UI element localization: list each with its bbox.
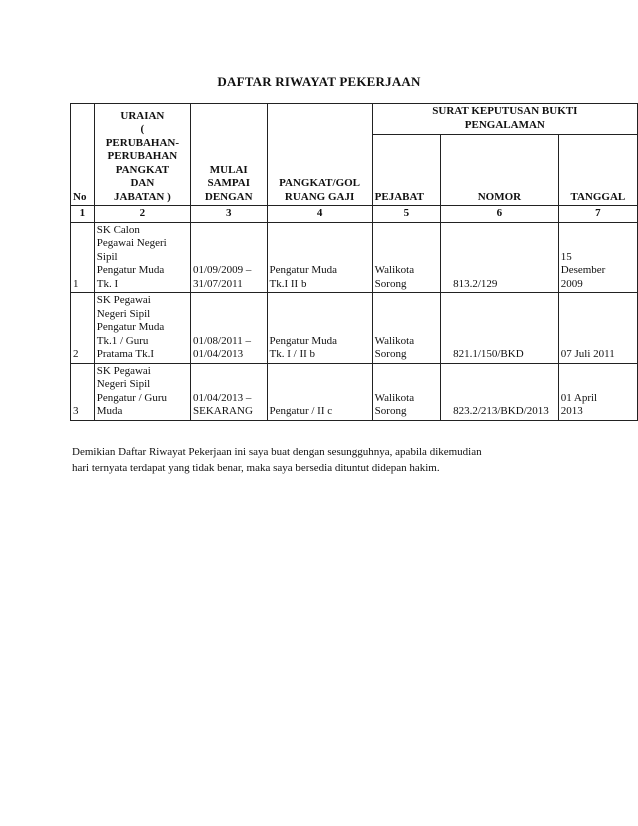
column-number: 2: [94, 206, 190, 223]
table-row: [71, 222, 638, 293]
row-mulai: 01/04/2013 – SEKARANG: [191, 363, 268, 420]
table-row: [71, 363, 638, 420]
row-uraian: SK Pegawai Negeri Sipil Pengatur / Guru Muda: [94, 363, 190, 420]
header-nomor: NOMOR: [441, 135, 559, 206]
row-mulai: 01/08/2011 – 01/04/2013: [191, 293, 268, 364]
row-pangkat: Pengatur Muda Tk. I / II b: [267, 293, 372, 364]
row-tanggal: 15 Desember 2009: [558, 222, 637, 293]
row-tanggal: 07 Juli 2011: [558, 293, 637, 364]
employment-history-table: [70, 103, 638, 421]
closing-statement-line: Demikian Daftar Riwayat Pekerjaan ini saya buat dengan sesungguhnya, apabila dikemudian: [72, 446, 482, 458]
row-nomor: 821.1/150/BKD: [441, 293, 559, 364]
closing-statement-line: hari ternyata terdapat yang tidak benar, maka saya bersedia dituntut didepan hakim.: [72, 462, 440, 474]
row-pangkat: Pengatur / II c: [267, 363, 372, 420]
row-uraian: SK Pegawai Negeri Sipil Pengatur Muda Tk.1 / Guru Pratama Tk.I: [94, 293, 190, 364]
row-uraian: SK Calon Pegawai Negeri Sipil Pengatur Muda Tk. I: [94, 222, 190, 293]
row-nomor: 823.2/213/BKD/2013: [441, 363, 559, 420]
row-no: 1: [71, 222, 95, 293]
column-number: 6: [441, 206, 559, 223]
header-row-1: [71, 104, 638, 135]
header-tanggal: TANGGAL: [558, 135, 637, 206]
row-pejabat: Walikota Sorong: [372, 222, 440, 293]
column-number: 4: [267, 206, 372, 223]
table-row: [71, 293, 638, 364]
row-no: 3: [71, 363, 95, 420]
column-number: 1: [71, 206, 95, 223]
row-nomor: 813.2/129: [441, 222, 559, 293]
header-no: No: [71, 104, 95, 206]
row-pangkat: Pengatur Muda Tk.I II b: [267, 222, 372, 293]
header-mulai: MULAI SAMPAI DENGAN: [191, 104, 268, 206]
header-pejabat: PEJABAT: [372, 135, 440, 206]
header-uraian: URAIAN ( PERUBAHAN- PERUBAHAN PANGKAT DAN JABATAN ): [94, 104, 190, 206]
header-pangkat: PANGKAT/GOL RUANG GAJI: [267, 104, 372, 206]
row-mulai: 01/09/2009 – 31/07/2011: [191, 222, 268, 293]
column-number: 7: [558, 206, 637, 223]
closing-statement: [72, 444, 542, 476]
row-pejabat: Walikota Sorong: [372, 293, 440, 364]
document-title: DAFTAR RIWAYAT PEKERJAAN: [217, 74, 421, 89]
header-sk-group: SURAT KEPUTUSAN BUKTI PENGALAMAN: [372, 104, 637, 135]
row-pejabat: Walikota Sorong: [372, 363, 440, 420]
column-number: 5: [372, 206, 440, 223]
column-number-row: [71, 206, 638, 223]
row-no: 2: [71, 293, 95, 364]
row-tanggal: 01 April 2013: [558, 363, 637, 420]
column-number: 3: [191, 206, 268, 223]
